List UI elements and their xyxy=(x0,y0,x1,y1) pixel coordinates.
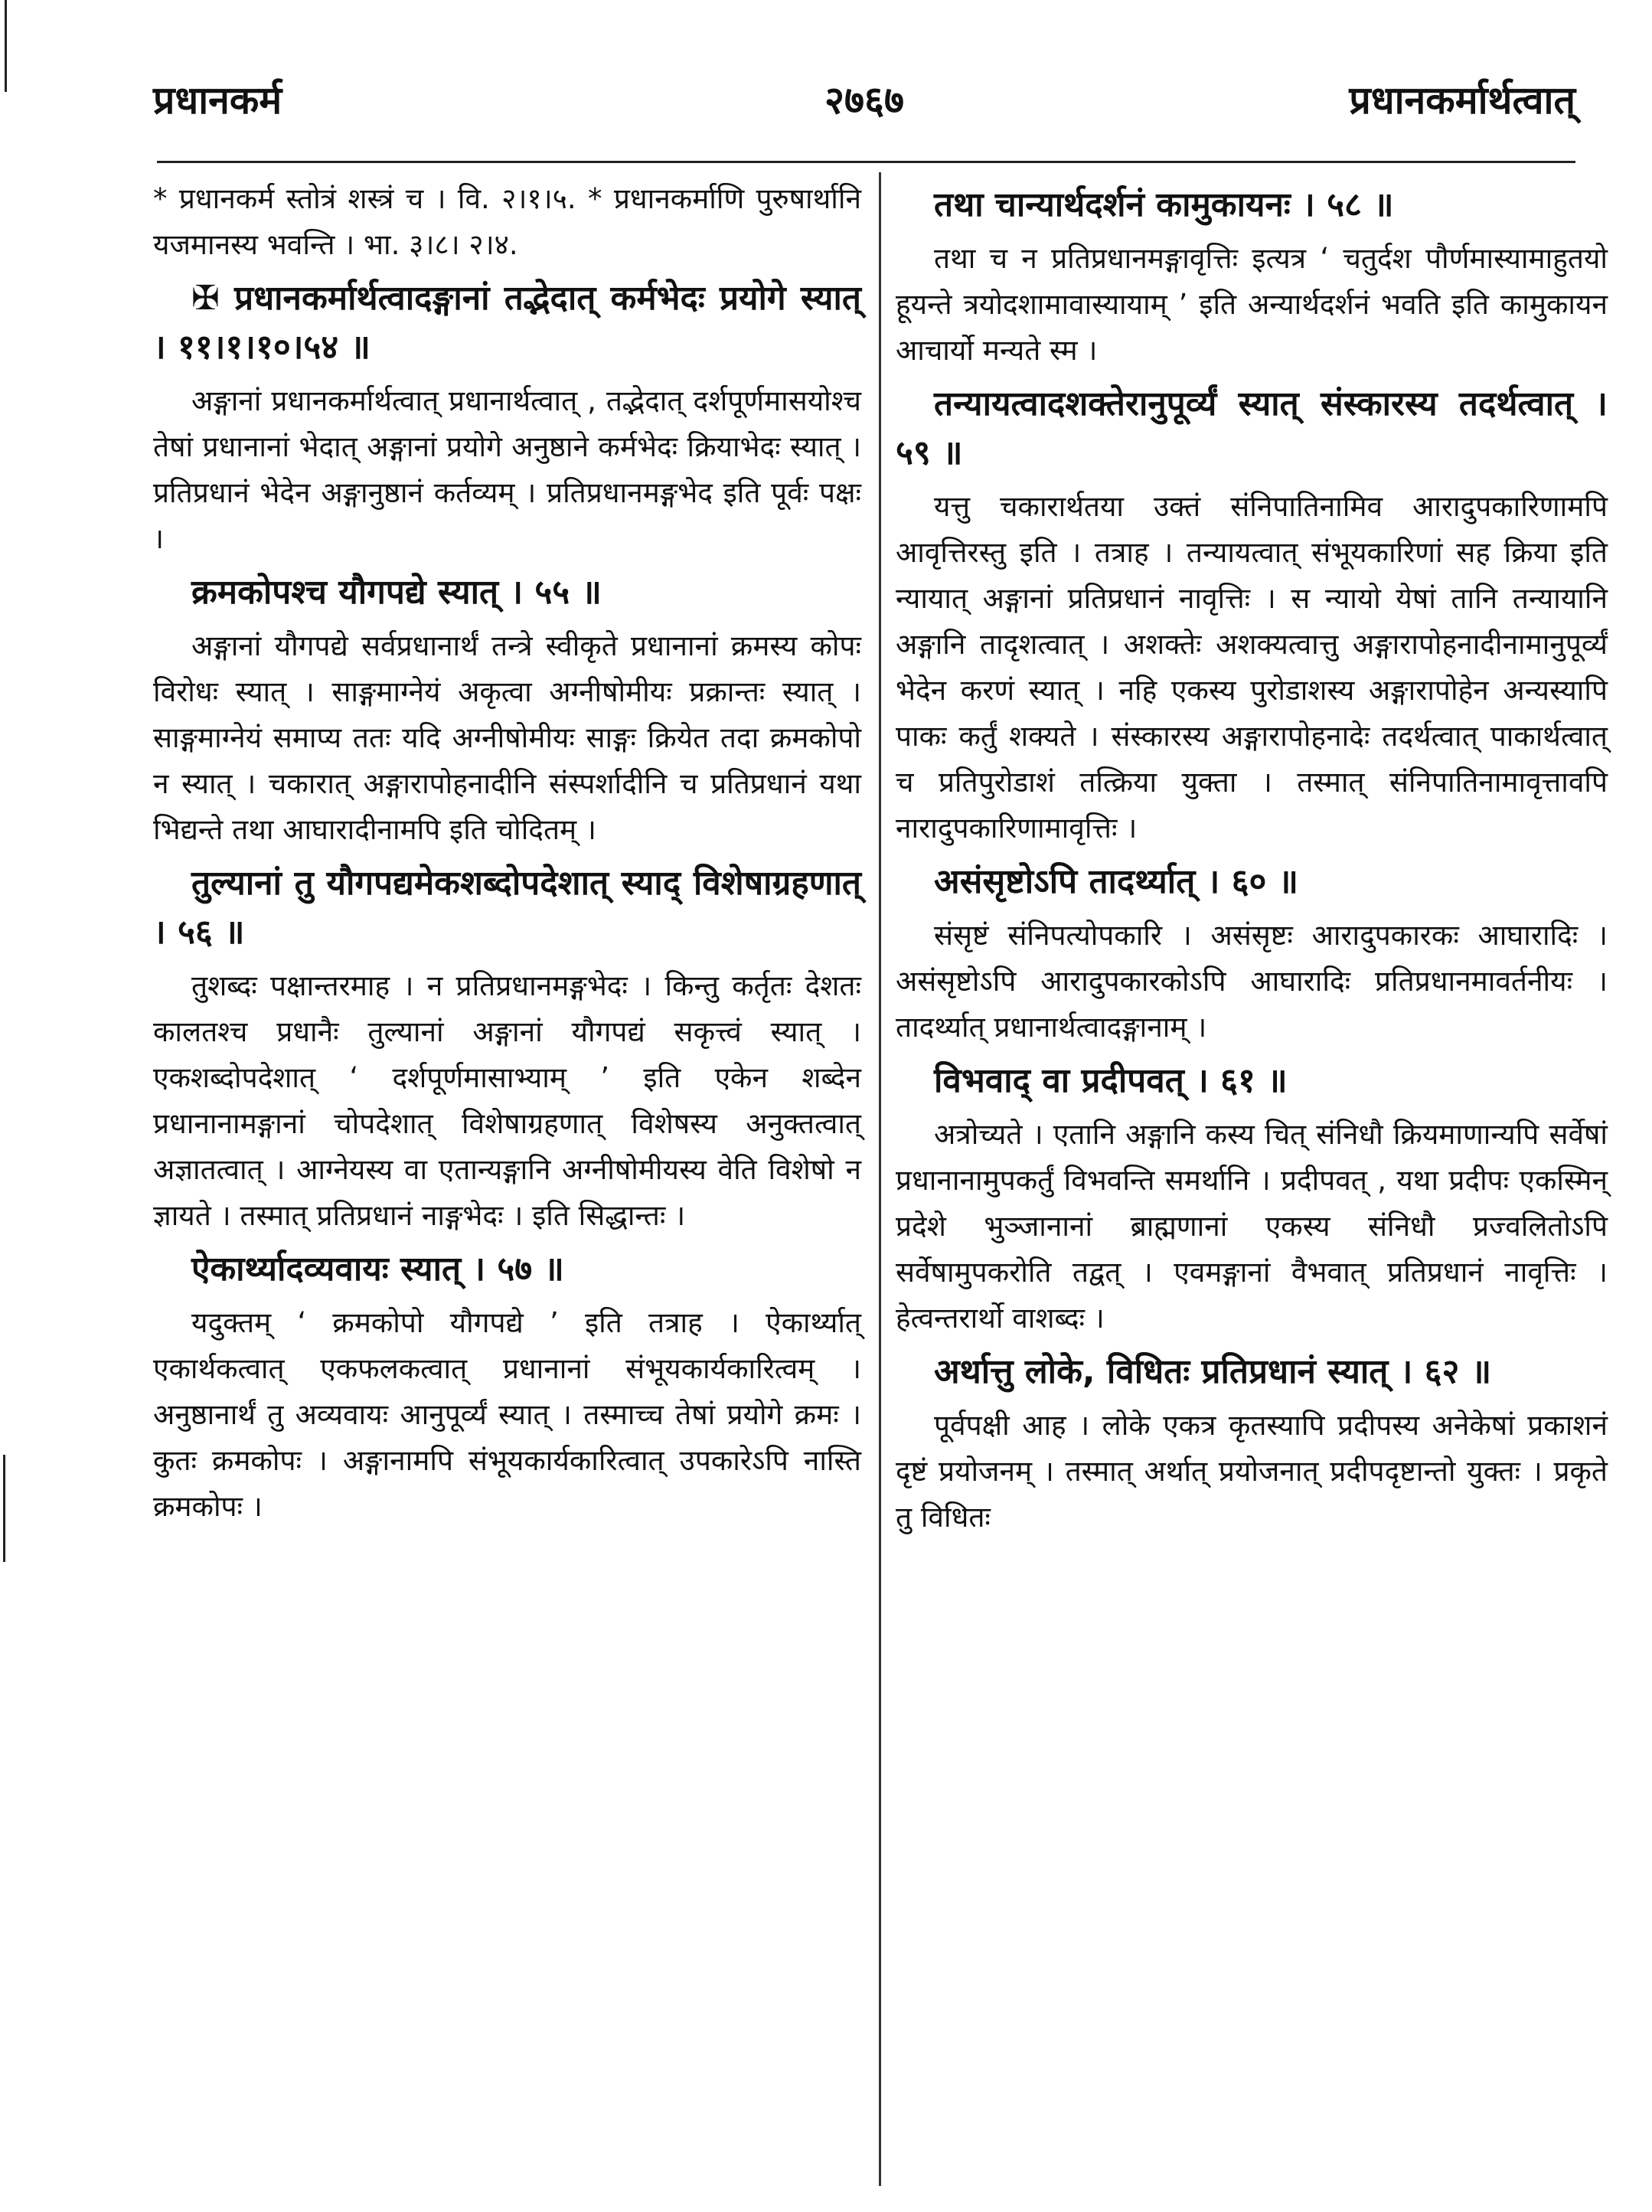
scan-edge-mark xyxy=(3,1455,5,1562)
sutra-56: तुल्यानां तु यौगपद्यमेकशब्दोपदेशात् स्याद् विशेषाग्रहणात् । ५६ ॥ xyxy=(153,864,861,952)
commentary-60: संसृष्टं संनिपत्योपकारि । असंसृष्टः आरादुपकारकः आघारादिः । असंसृष्टोऽपि आरादुपकारकोऽपि आघारादिः प्रतिप्रधानमावर्तनीयः । तादर्थ्यात् प्रधानार्थत्वादङ्गानाम् । xyxy=(896,919,1608,1044)
sutra-55: क्रमकोपश्च यौगपद्ये स्यात् । ५५ ॥ xyxy=(191,573,602,612)
sutra-marker-icon: ✠ xyxy=(191,279,220,318)
commentary-54: अङ्गानां प्रधानकर्मार्थत्वात् प्रधानार्थत्वात् , तद्भेदात् दर्शपूर्णमासयोश्च तेषां प्रधानानां भेदात् अङ्गानां प्रयोगे अनुष्ठाने कर्मभेदः क्रियाभेदः स्यात् । प्रतिप्रधानं भेदेन अङ्गानुष्ठानं कर्तव्यम् । प्रतिप्रधानमङ्गभेद इति पूर्वः पक्षः । xyxy=(153,384,861,555)
scan-edge-line xyxy=(5,0,7,92)
running-head-right: प्रधानकर्मार्थत्वात् xyxy=(1349,78,1575,123)
page-header xyxy=(153,73,1575,142)
column-divider xyxy=(879,172,881,2186)
commentary-57: यदुक्तम् ‘ क्रमकोपो यौगपद्ये ’ इति तत्राह । ऐकार्थ्यात् एकार्थकत्वात् एकफलकत्वात् प्रधानानां संभूयकार्यकारित्वम् । अनुष्ठानार्थं तु अव्यवायः आनुपूर्व्यं स्यात् । तस्माच्च तेषां प्रयोगे क्रमः । कुतः क्रमकोपः । अङ्गानामपि संभूयकार्यकारित्वात् उपकारेऽपि नास्ति क्रमकोपः । xyxy=(153,1306,861,1523)
right-column xyxy=(896,176,1608,1547)
sutra-57: ऐकार्थ्यादव्यवायः स्यात् । ५७ ॥ xyxy=(191,1250,564,1289)
commentary-61: अत्रोच्यते । एतानि अङ्गानि कस्य चित् संनिधौ क्रियमाणान्यपि सर्वेषां प्रधानानामुपकर्तुं विभवन्ति समर्थानि । प्रदीपवत् , यथा प्रदीपः एकस्मिन् प्रदेशे भुञ्जानानां ब्राह्मणानां एकस्य संनिधौ प्रज्वलितोऽपि सर्वेषामुपकरोति तद्वत् । एवमङ्गानां वैभवात् प्रतिप्रधानं नावृत्तिः । हेत्वन्तरार्थो वाशब्दः । xyxy=(896,1118,1608,1335)
sutra-60: असंसृष्टोऽपि तादर्थ्यात् । ६० ॥ xyxy=(934,862,1299,901)
commentary-62: पूर्वपक्षी आह । लोके एकत्र कृतस्यापि प्रदीपस्य अनेकेषां प्रकाशनं दृष्टं प्रयोजनम् । तस्मात् अर्थात् प्रयोजनात् प्रदीपदृष्टान्तो युक्तः । प्रकृते तु विधितः xyxy=(896,1409,1608,1534)
sutra-62: अर्थात्तु लोके, विधितः प्रतिप्रधानं स्यात् । ६२ ॥ xyxy=(934,1352,1492,1391)
sutra-54-text: प्रधानकर्मार्थत्वादङ्गानां तद्भेदात् कर्मभेदः प्रयोगे स्यात् । ११।१।१०।५४ ॥ xyxy=(153,279,861,367)
sutra-59: तन्यायत्वादशक्तेरानुपूर्व्यं स्यात् संस्कारस्य तदर्थत्वात् । ५९ ॥ xyxy=(896,384,1608,472)
running-head-left: प्रधानकर्म xyxy=(153,78,282,123)
page-number: २७६७ xyxy=(824,78,904,123)
commentary-55: अङ्गानां यौगपद्ये सर्वप्रधानार्थं तन्त्रे स्वीकृते प्रधानानां क्रमस्य कोपः विरोधः स्यात् । साङ्गमाग्नेयं अकृत्वा अग्नीषोमीयः प्रक्रान्तः स्यात् । साङ्गमाग्नेयं समाप्य ततः यदि अग्नीषोमीयः साङ्गः क्रियेत तदा क्रमकोपो न स्यात् । चकारात् अङ्गारापोहनादीनि संस्पर्शादीनि च प्रतिप्रधानं यथा भिद्यन्ते तथा आघारादीनामपि इति चोदितम् । xyxy=(153,629,861,846)
commentary-56: तुशब्दः पक्षान्तरमाह । न प्रतिप्रधानमङ्गभेदः । किन्तु कर्तृतः देशतः कालतश्च प्रधानैः तुल्यानां अङ्गानां यौगपद्यं सकृत्त्वं स्यात् । एकशब्दोपदेशात् ‘ दर्शपूर्णमासाभ्याम् ’ इति एकेन शब्देन प्रधानानामङ्गानां चोपदेशात् विशेषाग्रहणात् विशेषस्य अनुक्तत्वात् अज्ञातत्वात् । आग्नेयस्य वा एतान्यङ्गानि अग्नीषोमीयस्य वेति विशेषो न ज्ञायते । तस्मात् प्रतिप्रधानं नाङ्गभेदः । इति सिद्धान्तः । xyxy=(153,969,861,1232)
header-rule xyxy=(157,161,1575,163)
footnote: * प्रधानकर्म स्तोत्रं शस्त्रं च । वि. २।१।५. * प्रधानकर्माणि पुरुषार्थानि यजमानस्य भवन्ति । भा. ३।८। २।४. xyxy=(153,182,861,261)
commentary-58: तथा च न प्रतिप्रधानमङ्गावृत्तिः इत्यत्र ‘ चतुर्दश पौर्णमास्यामाहुतयो हूयन्ते त्रयोदशामावास्यायाम् ’ इति अन्यार्थदर्शनं भवति इति कामुकायन आचार्यो मन्यते स्म । xyxy=(896,242,1608,367)
sutra-54 xyxy=(153,274,861,372)
left-column xyxy=(153,176,861,1536)
commentary-59: यत्तु चकारार्थतया उक्तं संनिपातिनामिव आरादुपकारिणामपि आवृत्तिरस्तु इति । तत्राह । तन्यायत्वात् संभूयकारिणां सह क्रिया इति न्यायात् अङ्गानां प्रतिप्रधानं नावृत्तिः । स न्यायो येषां तानि तन्यायानि अङ्गानि तादृशत्वात् । अशक्तेः अशक्यत्वात्तु अङ्गारापोहनादीनामानुपूर्व्यं भेदेन करणं स्यात् । नहि एकस्य पुरोडाशस्य अङ्गारापोहेन अन्यस्यापि पाकः कर्तुं शक्यते । संस्कारस्य अङ्गारापोहनादेः तदर्थत्वात् पाकार्थत्वात् च प्रतिपुरोडाशं तत्क्रिया युक्ता । तस्मात् संनिपातिनामावृत्तावपि नारादुपकारिणामावृत्तिः । xyxy=(896,490,1608,845)
sutra-58: तथा चान्यार्थदर्शनं कामुकायनः । ५८ ॥ xyxy=(934,185,1394,224)
sutra-61: विभवाद् वा प्रदीपवत् । ६१ ॥ xyxy=(934,1061,1288,1100)
